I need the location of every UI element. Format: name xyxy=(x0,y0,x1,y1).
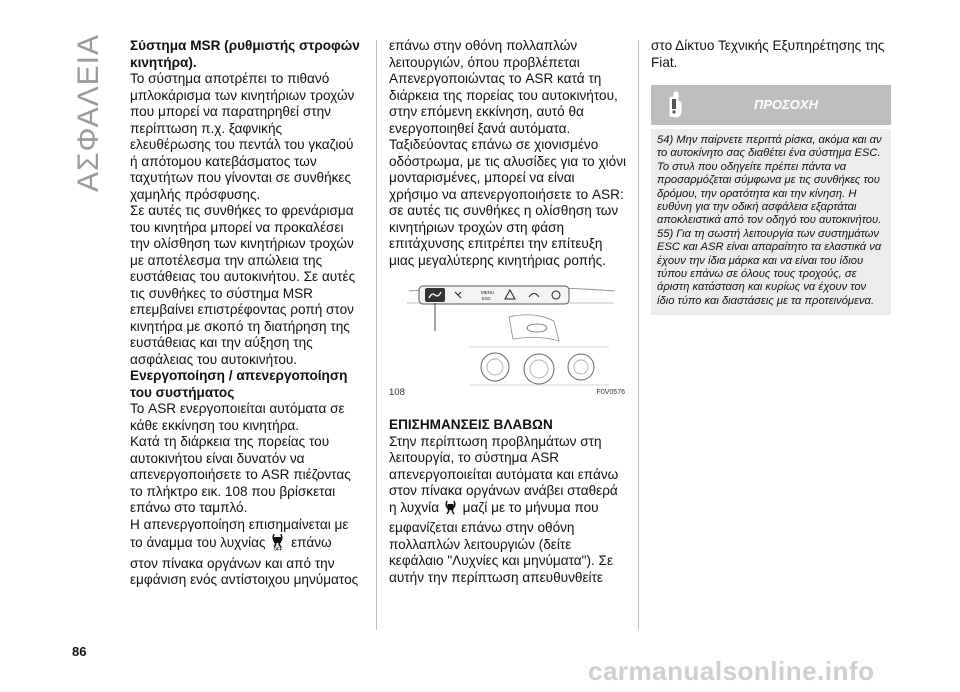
column-divider xyxy=(376,40,377,630)
warning-note: 55) Για τη σωστή λειτουργία των συστημάτων ESC και ASR είναι απαραίτητο τα ελαστικά να έχουν την ίδια μάρκα και να είναι του ίδιου τύπου επάνω σε όλους τους τροχούς, σε άριστη κατάσταση και κυρίως να έχουν τον ίδιο τύπο και διαστάσεις με τα προτεινόμενα. xyxy=(657,227,882,307)
paragraph: Ταξιδεύοντας επάνω σε χιονισμένο οδόστρωμα, με τις αλυσίδες για το χιόνι μονταρισμένες, μπορεί να είναι χρήσιμο να απενεργοποιήσετε το ASR: σε αυτές τις συνθήκες η ολίσθηση των κινητήριων τροχών στη φάση επιτάχυνσης επιτρέπει την επίτευξη μιας μεγαλύτερης κινητήριας ροπής. xyxy=(389,137,627,268)
dashboard-illustration xyxy=(389,281,627,391)
column-divider xyxy=(638,40,639,630)
menu-button-label: MENU xyxy=(481,290,495,295)
activation-heading: Ενεργοποίηση / απενεργοποίηση του συστήματος xyxy=(130,368,348,400)
esc-button-label: ESC xyxy=(482,296,492,301)
paragraph: Σε αυτές τις συνθήκες το φρενάρισμα του κινητήρα μπορεί να προκαλέσει την ολίσθηση των κινητήριων τροχών με αποτέλεσμα την απώλεια της ευστάθειας του αυτοκινήτου. Σε αυτές τις συνθήκες το σύστημα MSR επεμβαίνει επιστρέφοντας ροπή στον κινητήρα με σκοπό τη διατήρηση της ευστάθειας και την αύξηση της ασφάλειας του αυτοκινήτου. xyxy=(130,203,356,367)
side-title-text: ΑΣΦΑΛΕΙΑ xyxy=(72,33,105,193)
paragraph: Απενεργοποιώντας το ASR κατά τη διάρκεια της πορείας του αυτοκινήτου, στην επόμενη εκκίνηση, αυτό θα ενεργοποιηθεί ξανά αυτόματα. xyxy=(389,71,618,136)
warning-hand-icon xyxy=(661,90,687,125)
paragraph: Στην περίπτωση προβλημάτων στη λειτουργία, το σύστημα ASR απενεργοποιείται αυτόματα και επάνω στον πίνακα οργάνων ανάβει σταθερά η λυχνία μαζί με το μήνυμα που εμφανίζεται επάνω στην οθόνη πολλαπλών λειτουργιών (δείτε κεφάλαιο "Λυχνίες και μηνύματα"). Σε αυτήν την περίπτωση απευθυνθείτε xyxy=(389,433,619,585)
off-label: OFF xyxy=(273,546,283,551)
text-column-2 xyxy=(389,38,627,586)
warning-note: 54) Μην παίρνετε περιττά ρίσκα, ακόμα και αν το αυτοκίνητο σας διαθέτει ένα σύστημα ESC. Το στυλ που οδηγείτε πρέπει πάντα να προσαρμόζεται σύμφωνα με τις συνθήκες του δρόμου, την ορατότητα και την κίνηση. Η ευθύνη για την οδική ασφάλεια εξαρτάται αποκλειστικά από τον οδηγό του αυτοκινήτου. xyxy=(657,134,882,227)
warning-body xyxy=(651,129,891,315)
warning-title: ΠΡΟΣΟΧΗ xyxy=(754,96,818,112)
climate-knob-left xyxy=(481,353,509,381)
climate-knob-center xyxy=(524,354,554,384)
asr-off-warning-icon xyxy=(269,533,287,556)
climate-knob-right xyxy=(568,354,594,380)
text-column-1 xyxy=(130,38,362,589)
paragraph: Το ASR ενεργοποιείται αυτόματα σε κάθε εκκίνηση του κινητήρα. xyxy=(130,401,345,433)
asr-fault-warning-icon xyxy=(443,500,459,521)
paragraph: Η απενεργοποίηση επισημαίνεται με το άναμμα του λυχνίας OFF επάνω στον πίνακα οργάνων και από την εμφάνιση ενός αντίστοιχου μηνύματος xyxy=(130,516,359,587)
section-side-title xyxy=(72,33,105,193)
msr-heading: Σύστημα MSR (ρυθμιστής στροφών κινητήρα). xyxy=(130,38,360,70)
text-column-3 xyxy=(651,38,891,315)
figure-code: F0V0576 xyxy=(596,388,625,396)
page-number: 86 xyxy=(72,644,87,659)
paragraph: επάνω στην οθόνη πολλαπλών λειτουργιών, όπου προβλέπεται xyxy=(389,38,580,70)
paragraph: στο Δίκτυο Τεχνικής Εξυπηρέτησης της Fiat. xyxy=(651,38,885,70)
paragraph: Το σύστημα αποτρέπει το πιθανό μπλοκάρισμα των κινητήριων τροχών που μπορεί να παρατηρηθεί στην περίπτωση π.χ. ξαφνικής ελευθέρωσης του πεντάλ του γκαζιού ή απότομου κατεβάσματος των ταχυτήτων που γίνονται σε συνθήκες χαμηλής πρόσφυσης. xyxy=(130,71,355,202)
warning-header xyxy=(651,85,891,125)
fault-signals-heading: ΕΠΙΣΗΜΑΝΣΕΙΣ ΒΛΑΒΩΝ xyxy=(389,417,553,432)
watermark: carmanualsonline.info xyxy=(588,656,875,686)
dashboard-button-figure xyxy=(389,281,627,399)
figure-number: 108 xyxy=(389,386,405,398)
paragraph: Κατά τη διάρκεια της πορείας του αυτοκινήτου είναι δυνατόν να απενεργοποιήσετε το ASR πιέζοντας το πλήκτρο εικ. 108 που βρίσκεται επάνω στο ταμπλό. xyxy=(130,434,351,515)
